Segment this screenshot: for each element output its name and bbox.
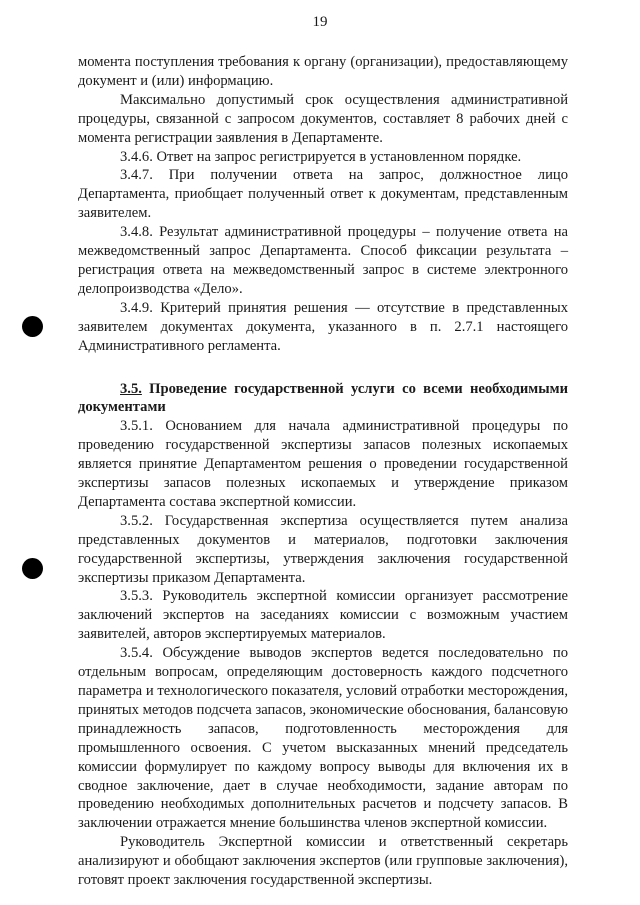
document-body xyxy=(78,53,568,890)
paragraph: 3.4.6. Ответ на запрос регистрируется в установленном порядке. xyxy=(120,148,522,165)
paragraph: 3.4.8. Результат административной процедуры – получение ответа на межведомственный запрос Департамента. Способ фиксации результата – регистрация ответа на межведомственный запрос в системе электронного делопроизводства «Дело». xyxy=(78,224,568,297)
paragraph: Максимально допустимый срок осуществления административной процедуры, связанной с запросом документов, составляет 8 рабочих дней с момента регистрации заявления в Департаменте. xyxy=(78,91,568,146)
paragraph: 3.4.9. Критерий принятия решения — отсутствие в представленных заявителем документах документа, указанного в п. 2.7.1 настоящего Административного регламента. xyxy=(78,299,568,354)
paragraph: 3.5.1. Основанием для начала административной процедуры по проведению государственной экспертизы запасов полезных ископаемых является принятие Департаментом решения о проведении государственной экспертизы запасов полезных ископаемых и утверждение приказом Департамента состава экспертной комиссии. xyxy=(78,418,568,510)
punch-hole-mark xyxy=(22,558,43,579)
paragraph: момента поступления требования к органу (организации), предоставляющему документ и (или) информацию. xyxy=(78,54,568,89)
section-heading xyxy=(78,380,568,418)
paragraph: 3.5.3. Руководитель экспертной комиссии организует рассмотрение заключений экспертов на заседаниях комиссии с возможным участием заявителей, авторов экспертируемых материалов. xyxy=(78,588,568,643)
section-number: 3.5. xyxy=(120,380,142,397)
page-number: 19 xyxy=(312,14,328,30)
paragraph: 3.5.2. Государственная экспертиза осуществляется путем анализа представленных документов и материалов, подготовки заключения государственной экспертизы, утверждения заключения государственной экспертизы приказом Департамента. xyxy=(78,512,568,586)
paragraph: 3.5.4. Обсуждение выводов экспертов ведется последовательно по отдельным вопросам, определяющим достоверность каждого подсчетного параметра и технологического показателя, условий отработки месторождения, принятых методов подсчета запасов, экономические обоснования, балансовую принадлежность запасов, подготовленность месторождения для промышленного освоения. С учетом высказанных мнений председатель комиссии формулирует по каждому вопросу выводы для включения их в сводное заключение, дает в случае необходимости, задание авторам по проведению необходимых дополнительных расчетов и подсчету запасов. В заключении отражается мнение большинства членов экспертной комиссии. xyxy=(78,645,568,832)
paragraph: Руководитель Экспертной комиссии и ответственный секретарь анализируют и обобщают заключения экспертов (или групповые заключения), готовят проект заключения государственной экспертизы. xyxy=(78,834,568,889)
section-title: Проведение государственной услуги со всеми необходимыми документами xyxy=(78,380,568,416)
punch-hole-mark xyxy=(22,316,43,337)
paragraph: 3.4.7. При получении ответа на запрос, должностное лицо Департамента, приобщает полученный ответ к документам, представленным заявителем. xyxy=(78,167,568,222)
